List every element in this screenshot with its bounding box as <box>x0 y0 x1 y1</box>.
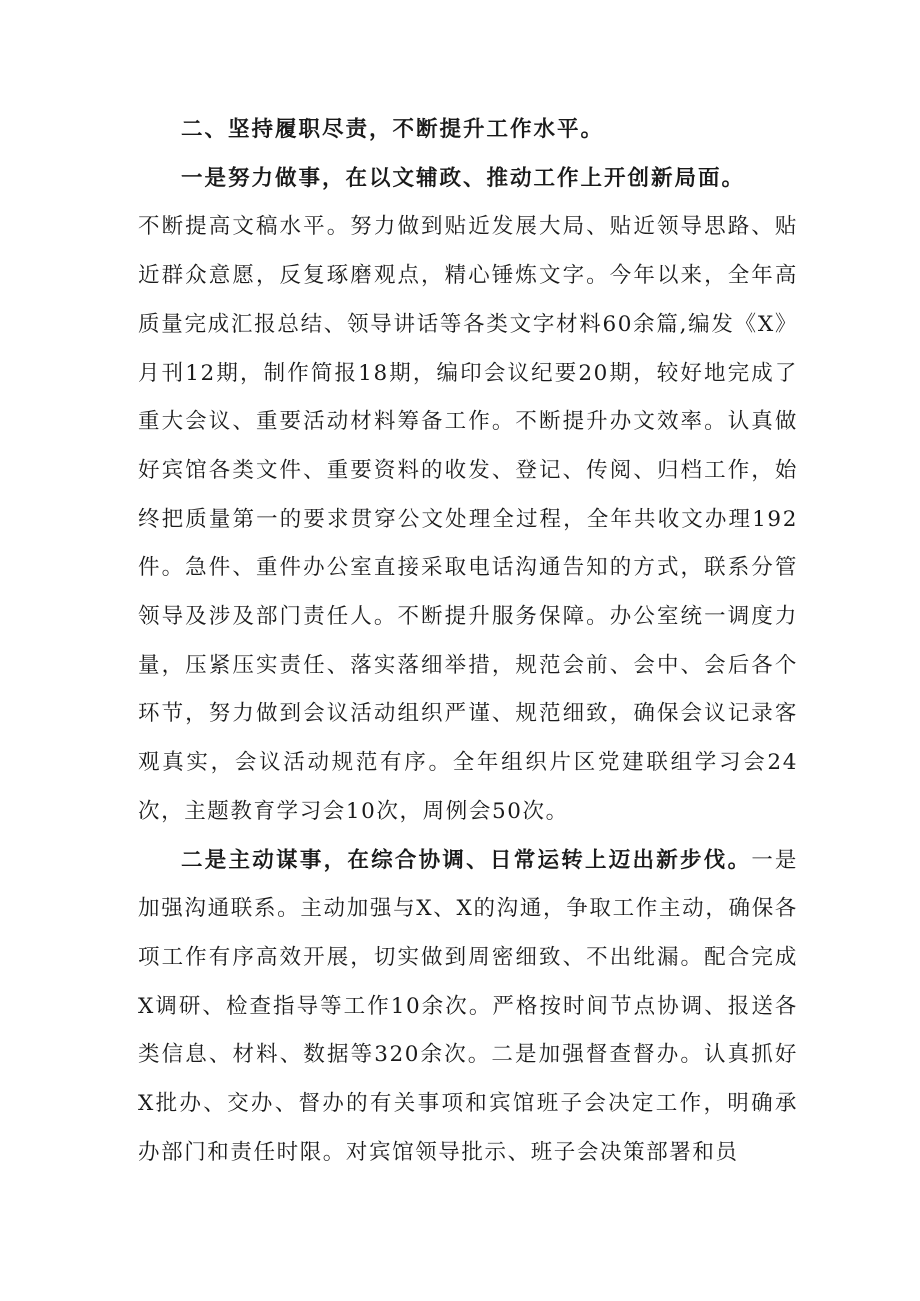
document-body <box>138 106 798 1177</box>
paragraph-2 <box>138 837 798 1178</box>
paragraph-1-text: 不断提高文稿水平。努力做到贴近发展大局、贴近领导思路、贴近群众意愿，反复琢磨观点，精心锤炼文字。今年以来，全年高质量完成汇报总结、领导讲话等各类文字材料60余篇,编发《X》月刊12期，制作简报18期，编印会议纪要20期，较好地完成了重大会议、重要活动材料筹备工作。不断提升办文效率。认真做好宾馆各类文件、重要资料的收发、登记、传阅、归档工作，始终把质量第一的要求贯穿公文处理全过程，全年共收文办理192件。急件、重件办公室直接采取电话沟通告知的方式，联系分管领导及涉及部门责任人。不断提升服务保障。办公室统一调度力量，压紧压实责任、落实落细举措，规范会前、会中、会后各个环节，努力做到会议活动组织严谨、规范细致，确保会议记录客观真实，会议活动规范有序。全年组织片区党建联组学习会24次，主题教育学习会10次，周例会50次。 <box>138 214 798 824</box>
paragraph-1-body <box>138 203 798 836</box>
paragraph-2-lead: 二是主动谋事，在综合协调、日常运转上迈出新步伐。 <box>181 847 752 873</box>
paragraph-2-text: 一是加强沟通联系。主动加强与X、X的沟通，争取工作主动，确保各项工作有序高效开展，切实做到周密细致、不出纰漏。配合完成X调研、检查指导等工作10余次。严格按时间节点协调、报送各类信息、材料、数据等320余次。二是加强督查督办。认真抓好X批办、交办、督办的有关事项和宾馆班子会决定工作，明确承办部门和责任时限。对宾馆领导批示、班子会决策部署和员 <box>138 847 799 1165</box>
section-heading: 二、坚持履职尽责，不断提升工作水平。 <box>181 117 605 142</box>
paragraph-1-lead: 一是努力做事，在以文辅政、推动工作上开创新局面。 <box>181 165 746 191</box>
